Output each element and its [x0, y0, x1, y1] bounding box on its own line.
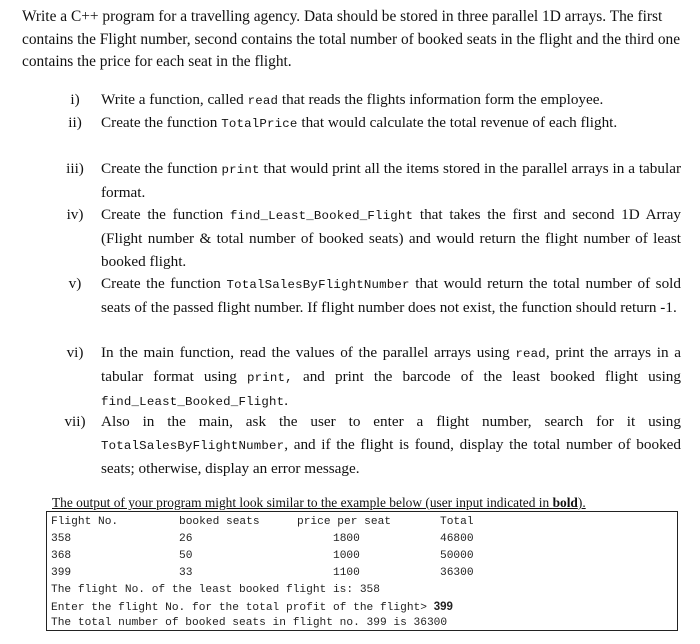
cell-price: 1800: [333, 533, 360, 545]
caption-bold: bold: [552, 495, 578, 510]
item-number: ii): [68, 114, 82, 131]
item-text: [101, 204, 681, 273]
item-text: [101, 273, 681, 320]
text: Create the function: [101, 114, 222, 131]
item-text: [101, 112, 681, 136]
cell-flight-no: 368: [51, 550, 72, 562]
output-prompt-line: [51, 599, 453, 615]
text: Also in the main, ask the user to enter a flight number, search for it using: [101, 413, 681, 430]
code-identifier: find_Least_Booked_Flight: [101, 394, 285, 409]
text: Create the function: [101, 206, 230, 223]
cell-price: 1100: [333, 567, 360, 579]
item-number: vi): [66, 344, 84, 361]
text: .: [284, 391, 289, 409]
code-identifier: print: [221, 163, 260, 177]
item-text: [101, 89, 681, 113]
item-text: [101, 411, 681, 480]
header-flight-no: Flight No.: [51, 516, 119, 528]
text: , and if the flight is found, display the total number of booked seats; otherwise, display an error message.: [101, 435, 681, 477]
header-total: Total: [440, 516, 474, 528]
sample-output-box: [46, 511, 678, 631]
output-caption: [52, 494, 586, 511]
text: that would return the total number of sold seats of the passed flight number. If flight number does not exist, the function should return -1.: [101, 275, 681, 316]
text: , print the arrays in a tabular format using: [101, 344, 681, 385]
cell-booked-seats: 26: [179, 533, 193, 545]
prompt-text: Enter the flight No. for the total profit of the flight>: [51, 602, 434, 614]
header-price-per-seat: price per seat: [297, 516, 391, 528]
code-identifier: TotalSalesByFlightNumber: [226, 278, 410, 292]
code-identifier: read: [515, 347, 546, 361]
text: that would print all the items stored in the parallel arrays in a tabular format.: [101, 160, 682, 201]
output-least-line: The flight No. of the least booked flight is: 358: [51, 584, 380, 596]
cell-flight-no: 358: [51, 533, 72, 545]
cell-total: 50000: [440, 550, 474, 562]
item-text: [101, 158, 681, 205]
text: Create the function: [101, 160, 222, 177]
item-number: v): [68, 275, 82, 292]
item-text: [101, 342, 681, 413]
text: In the main function, read the values of the parallel arrays using: [101, 344, 516, 361]
caption-text: The output of your program might look similar to the example below (user input indicated in: [52, 495, 553, 510]
item-number: i): [70, 91, 80, 108]
text: Create the function: [101, 275, 227, 292]
item-number: iv): [66, 206, 84, 223]
code-identifier: TotalPrice: [221, 117, 298, 131]
user-input: 399: [433, 601, 453, 613]
output-result-line: The total number of booked seats in flight no. 399 is 36300: [51, 617, 448, 629]
cell-price: 1000: [333, 550, 360, 562]
code-identifier: find_Least_Booked_Flight: [229, 209, 414, 223]
text: Write a function, called: [101, 91, 248, 108]
cell-total: 46800: [440, 533, 474, 545]
text: that would calculate the total revenue of each flight.: [297, 114, 618, 131]
text: that reads the flights information form the employee.: [278, 91, 604, 108]
cell-booked-seats: 50: [179, 550, 193, 562]
cell-booked-seats: 33: [179, 567, 193, 579]
intro-paragraph: Write a C++ program for a travelling agency. Data should be stored in three parallel 1D arrays. The first contains the Flight number, second contains the total number of booked seats in the flight and the third one contains the price for each seat in the flight.: [22, 8, 681, 70]
text: that takes the first and second 1D Array (Flight number & total number of booked seats) and would return the flight number of least booked flight.: [101, 206, 682, 270]
text: and print the barcode of the least booked flight using: [292, 367, 681, 385]
item-number: vii): [64, 413, 86, 430]
code-identifier: TotalSalesByFlightNumber: [101, 438, 285, 453]
item-number: iii): [66, 160, 84, 177]
cell-total: 36300: [440, 567, 474, 579]
code-identifier: read: [247, 94, 279, 108]
caption-text: ).: [577, 495, 586, 510]
header-booked-seats: booked seats: [179, 516, 260, 528]
code-identifier: print,: [246, 370, 293, 385]
cell-flight-no: 399: [51, 567, 72, 579]
